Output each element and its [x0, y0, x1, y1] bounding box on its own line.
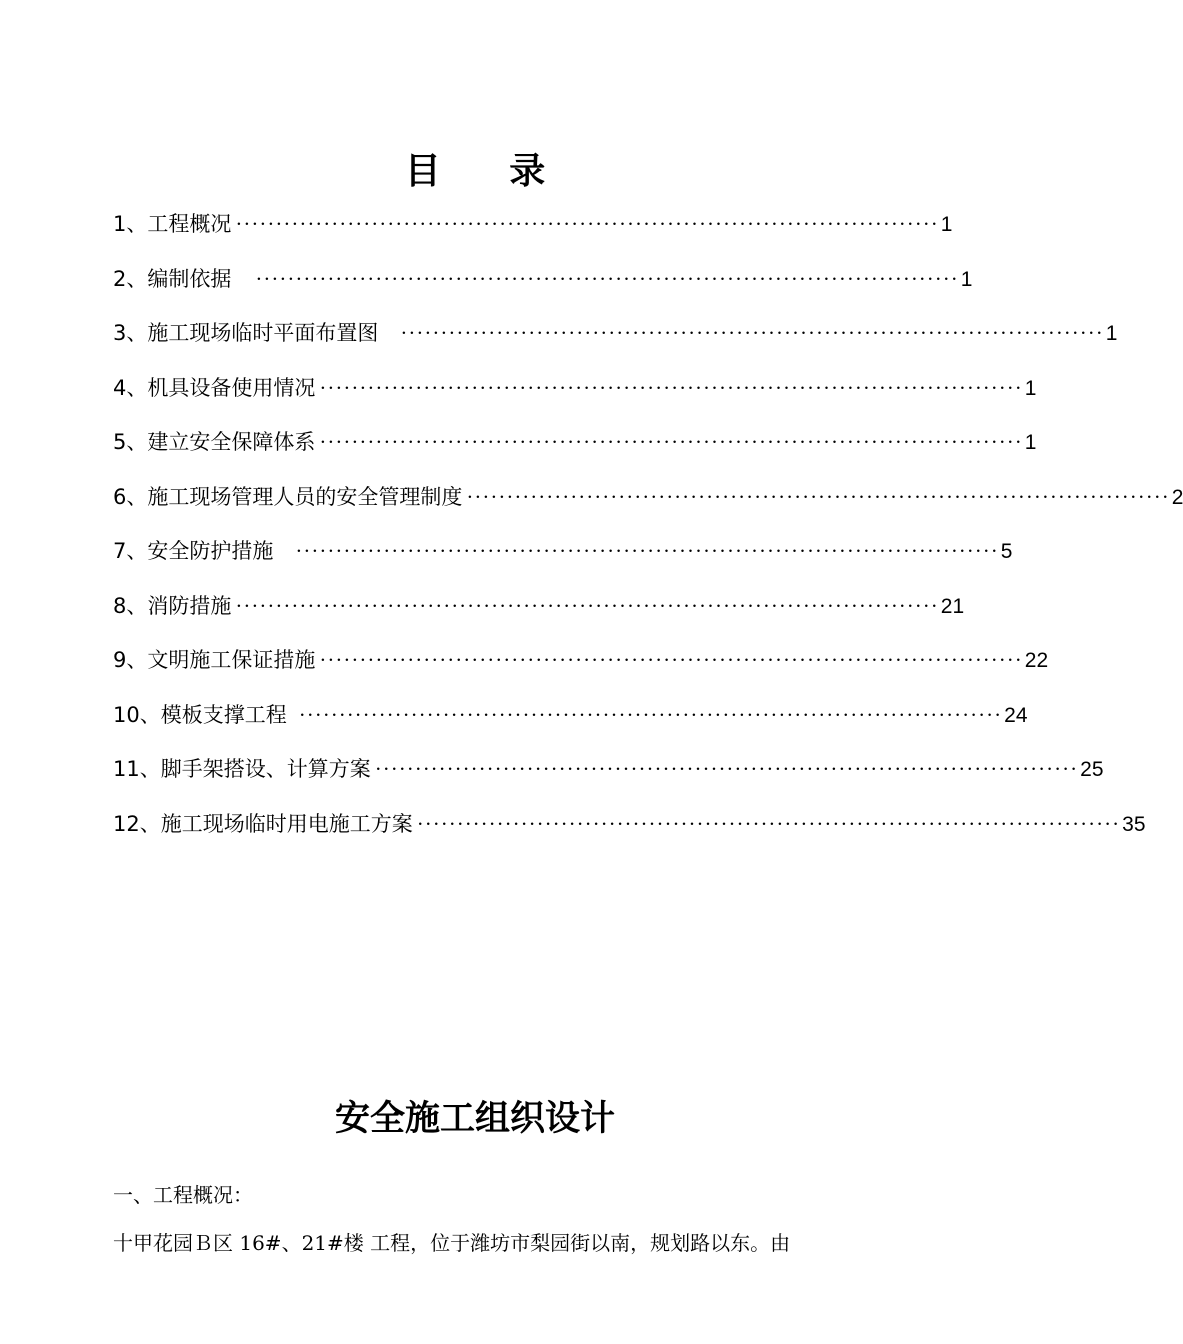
toc-item-label: 5、建立安全保障体系: [113, 430, 316, 454]
toc-leader-dots: ························································································: [235, 212, 939, 236]
toc-leader-dots: ························································································: [416, 811, 1121, 836]
toc-leader-dots: ························································································: [319, 648, 1023, 672]
toc-title: 目 录: [404, 151, 574, 192]
toc-item: [113, 642, 1049, 697]
toc-item: [113, 424, 1037, 479]
toc-item-page: 2: [1171, 485, 1183, 509]
toc-item-label: 10、模板支撑工程: [113, 702, 287, 727]
toc-list: [113, 206, 1183, 860]
toc-item-label: 8、消防措施: [113, 593, 232, 618]
body-paragraph: 十甲花园Ｂ区 16#、21#楼 工程，位于潍坊市梨园街以南，规划路以东。由: [113, 1231, 791, 1255]
toc-item-page: 1: [1024, 376, 1037, 400]
toc-item-page: 1: [1105, 322, 1118, 345]
toc-item: [113, 806, 1146, 861]
toc-item: [113, 370, 1037, 425]
toc-leader-dots: ························································································: [295, 539, 999, 563]
toc-item-label: 3、施工现场临时平面布置图: [113, 321, 379, 345]
toc-item: [113, 479, 1183, 534]
toc-item-label: 9、文明施工保证措施: [113, 648, 316, 672]
toc-item: [113, 751, 1104, 806]
toc-item: [113, 261, 973, 316]
toc-leader-dots: ························································································: [298, 702, 1003, 727]
toc-item-page: 35: [1122, 812, 1146, 836]
toc-item-page: 22: [1024, 649, 1049, 672]
toc-leader-dots: ························································································: [319, 375, 1023, 400]
toc-leader-dots: ························································································: [255, 266, 959, 291]
toc-item-label: 11、脚手架搭设、计算方案: [113, 757, 371, 781]
toc-item: [113, 697, 1028, 752]
toc-leader-dots: ························································································: [374, 757, 1079, 781]
toc-item-label: 7、安全防护措施: [113, 539, 274, 563]
toc-item-page: 5: [1000, 540, 1013, 563]
toc-item-page: 1: [1024, 431, 1037, 454]
toc-leader-dots: ························································································: [319, 430, 1023, 454]
toc-item: [113, 315, 1118, 370]
toc-item-label: 2、编制依据: [113, 266, 232, 291]
toc-item-page: 1: [940, 213, 953, 236]
toc-item: [113, 533, 1013, 588]
toc-item-label: 4、机具设备使用情况: [113, 375, 316, 400]
toc-leader-dots: ························································································: [466, 484, 1170, 509]
toc-item: [113, 588, 965, 643]
toc-item-page: 25: [1080, 758, 1104, 781]
section-heading: 一、工程概况：: [113, 1183, 253, 1207]
toc-item-page: 21: [940, 594, 965, 618]
toc-item-page: 24: [1004, 703, 1028, 727]
toc-item-label: 6、施工现场管理人员的安全管理制度: [113, 484, 463, 509]
toc-item-label: 1、工程概况: [113, 212, 232, 236]
document-title: 安全施工组织设计: [334, 1099, 615, 1139]
toc-leader-dots: ························································································: [235, 593, 939, 618]
toc-leader-dots: ························································································: [400, 321, 1104, 345]
toc-item: [113, 206, 953, 261]
toc-item-page: 1: [960, 267, 973, 291]
toc-item-label: 12、施工现场临时用电施工方案: [113, 811, 413, 836]
